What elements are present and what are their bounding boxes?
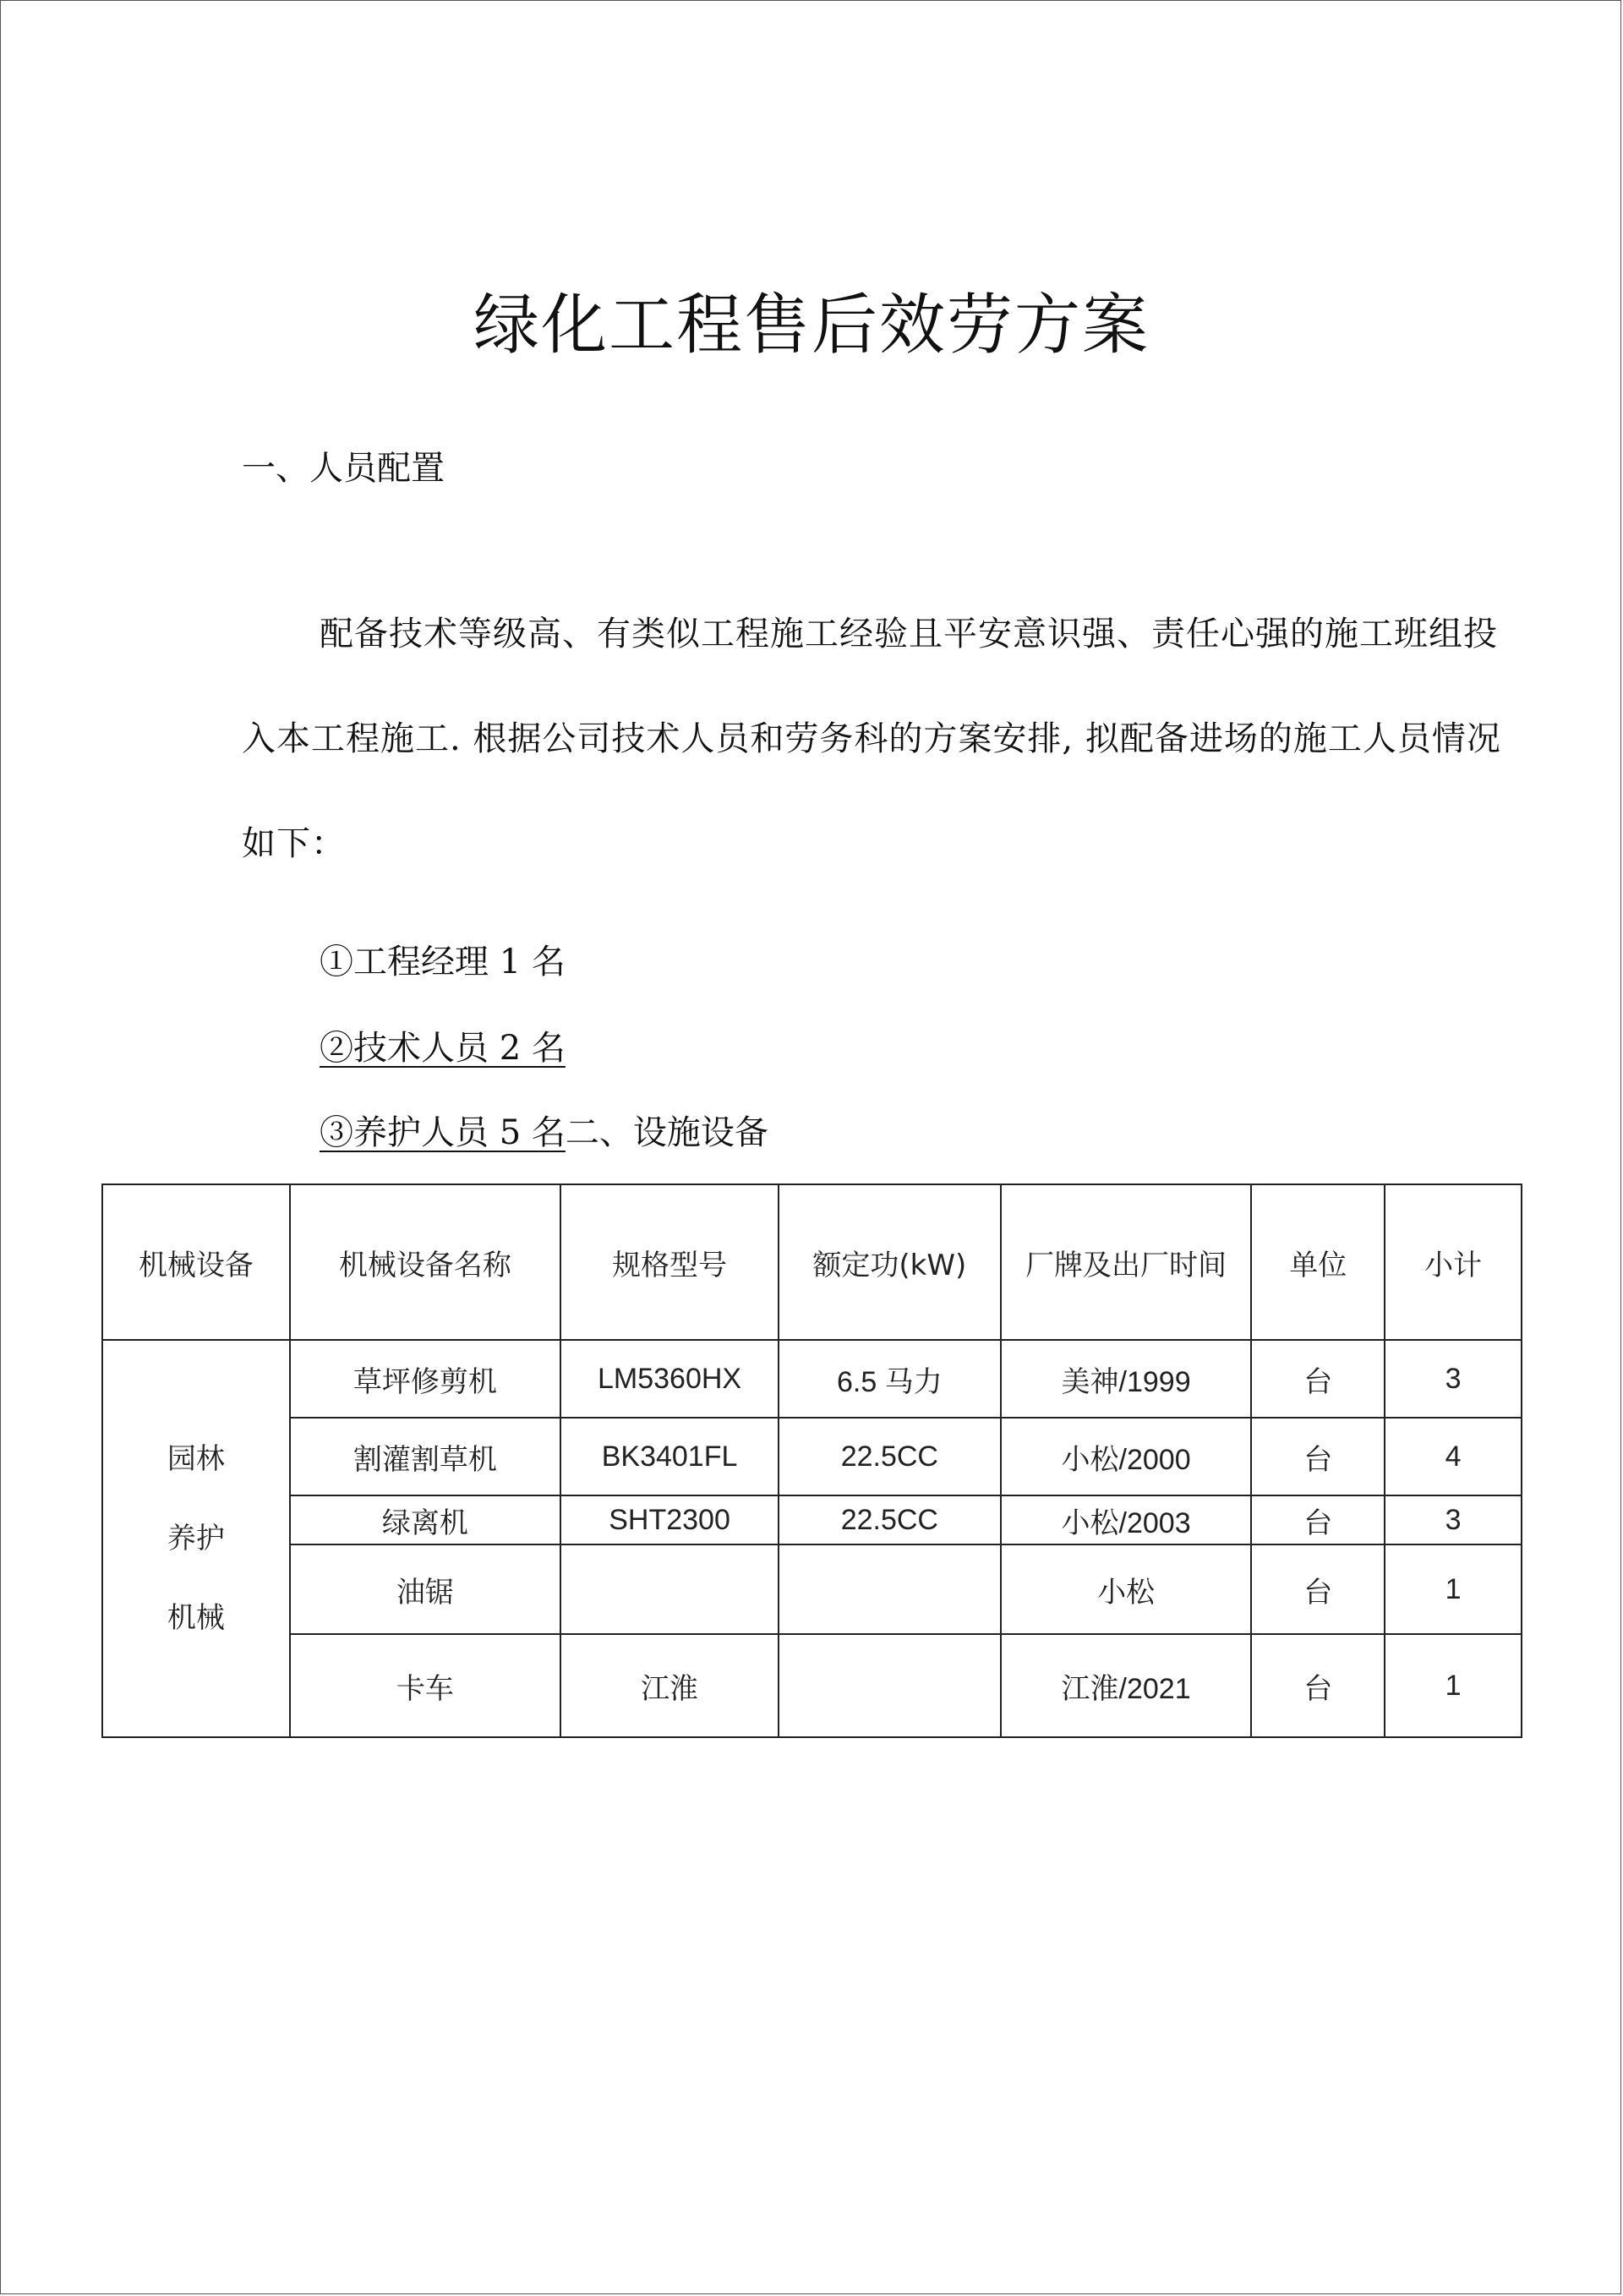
table-row [102, 1634, 1522, 1737]
power-cell: 6.5 马力 [779, 1340, 1001, 1418]
header-cell: 单位 [1251, 1184, 1385, 1340]
staff-item-manager [320, 935, 566, 983]
staff-text: 工程经理 1 名 [353, 943, 566, 981]
table-row [102, 1340, 1522, 1418]
count-cell: 3 [1385, 1340, 1522, 1418]
category-cell [102, 1340, 290, 1737]
table-row [102, 1495, 1522, 1544]
name-cell: 草坪修剪机 [290, 1340, 560, 1418]
category-line: 园林 [167, 1442, 225, 1476]
name-cell: 绿离机 [290, 1495, 560, 1544]
staff-item-technician [320, 1021, 566, 1069]
staff-marker: ① [320, 943, 353, 981]
table-row [102, 1544, 1522, 1634]
staff-marker: ② [320, 1029, 353, 1068]
equipment-table [101, 1184, 1522, 1738]
header-cell: 机械设备 [102, 1184, 290, 1340]
model-cell: BK3401FL [560, 1418, 779, 1495]
model-cell: SHT2300 [560, 1495, 779, 1544]
table-row [102, 1418, 1522, 1495]
staff-marker: ③ [320, 1113, 353, 1152]
count-cell: 3 [1385, 1495, 1522, 1544]
document-title: 绿化工程售后效劳方案 [473, 287, 1150, 364]
staffing-paragraph: 配备技术等级高、有类似工程施工经验且平安意识强、责任心强的施工班组投入本工程施工. 根据公司技术人员和劳务科的方案安排, 拟配备进场的施工人员情况如下： [242, 615, 1501, 863]
count-cell: 4 [1385, 1418, 1522, 1495]
staff-text: 养护人员 5 名 [353, 1113, 566, 1152]
model-cell: 江淮 [560, 1634, 779, 1737]
brand-cell: 江淮/2021 [1001, 1634, 1252, 1737]
name-cell: 割灌割草机 [290, 1418, 560, 1495]
name-cell: 油锯 [290, 1544, 560, 1634]
section-heading-equipment: 二、设施设备 [565, 1113, 768, 1152]
unit-cell: 台 [1251, 1340, 1385, 1418]
brand-cell: 小松 [1001, 1544, 1252, 1634]
power-cell [779, 1634, 1001, 1737]
unit-cell: 台 [1251, 1544, 1385, 1634]
brand-cell: 小松/2003 [1001, 1495, 1252, 1544]
count-cell: 1 [1385, 1544, 1522, 1634]
brand-cell: 小松/2000 [1001, 1418, 1252, 1495]
header-cell: 厂牌及出厂时间 [1001, 1184, 1252, 1340]
staff-text: 技术人员 2 名 [353, 1029, 566, 1068]
category-line: 机械 [167, 1601, 225, 1635]
header-cell: 规格型号 [560, 1184, 779, 1340]
brand-cell: 美神/1999 [1001, 1340, 1252, 1418]
model-cell: LM5360HX [560, 1340, 779, 1418]
header-cell: 小计 [1385, 1184, 1522, 1340]
unit-cell: 台 [1251, 1634, 1385, 1737]
staff-item-maintenance [320, 1106, 768, 1154]
category-line: 养护 [167, 1522, 225, 1555]
unit-cell: 台 [1251, 1418, 1385, 1495]
header-cell: 机械设备名称 [290, 1184, 560, 1340]
power-cell [779, 1544, 1001, 1634]
header-cell: 额定功(kW) [779, 1184, 1001, 1340]
count-cell: 1 [1385, 1634, 1522, 1737]
power-cell: 22.5CC [779, 1418, 1001, 1495]
table-header-row [102, 1184, 1522, 1340]
model-cell [560, 1544, 779, 1634]
section-heading-staffing: 一、人员配置 [242, 449, 445, 488]
name-cell: 卡车 [290, 1634, 560, 1737]
power-cell: 22.5CC [779, 1495, 1001, 1544]
unit-cell: 台 [1251, 1495, 1385, 1544]
